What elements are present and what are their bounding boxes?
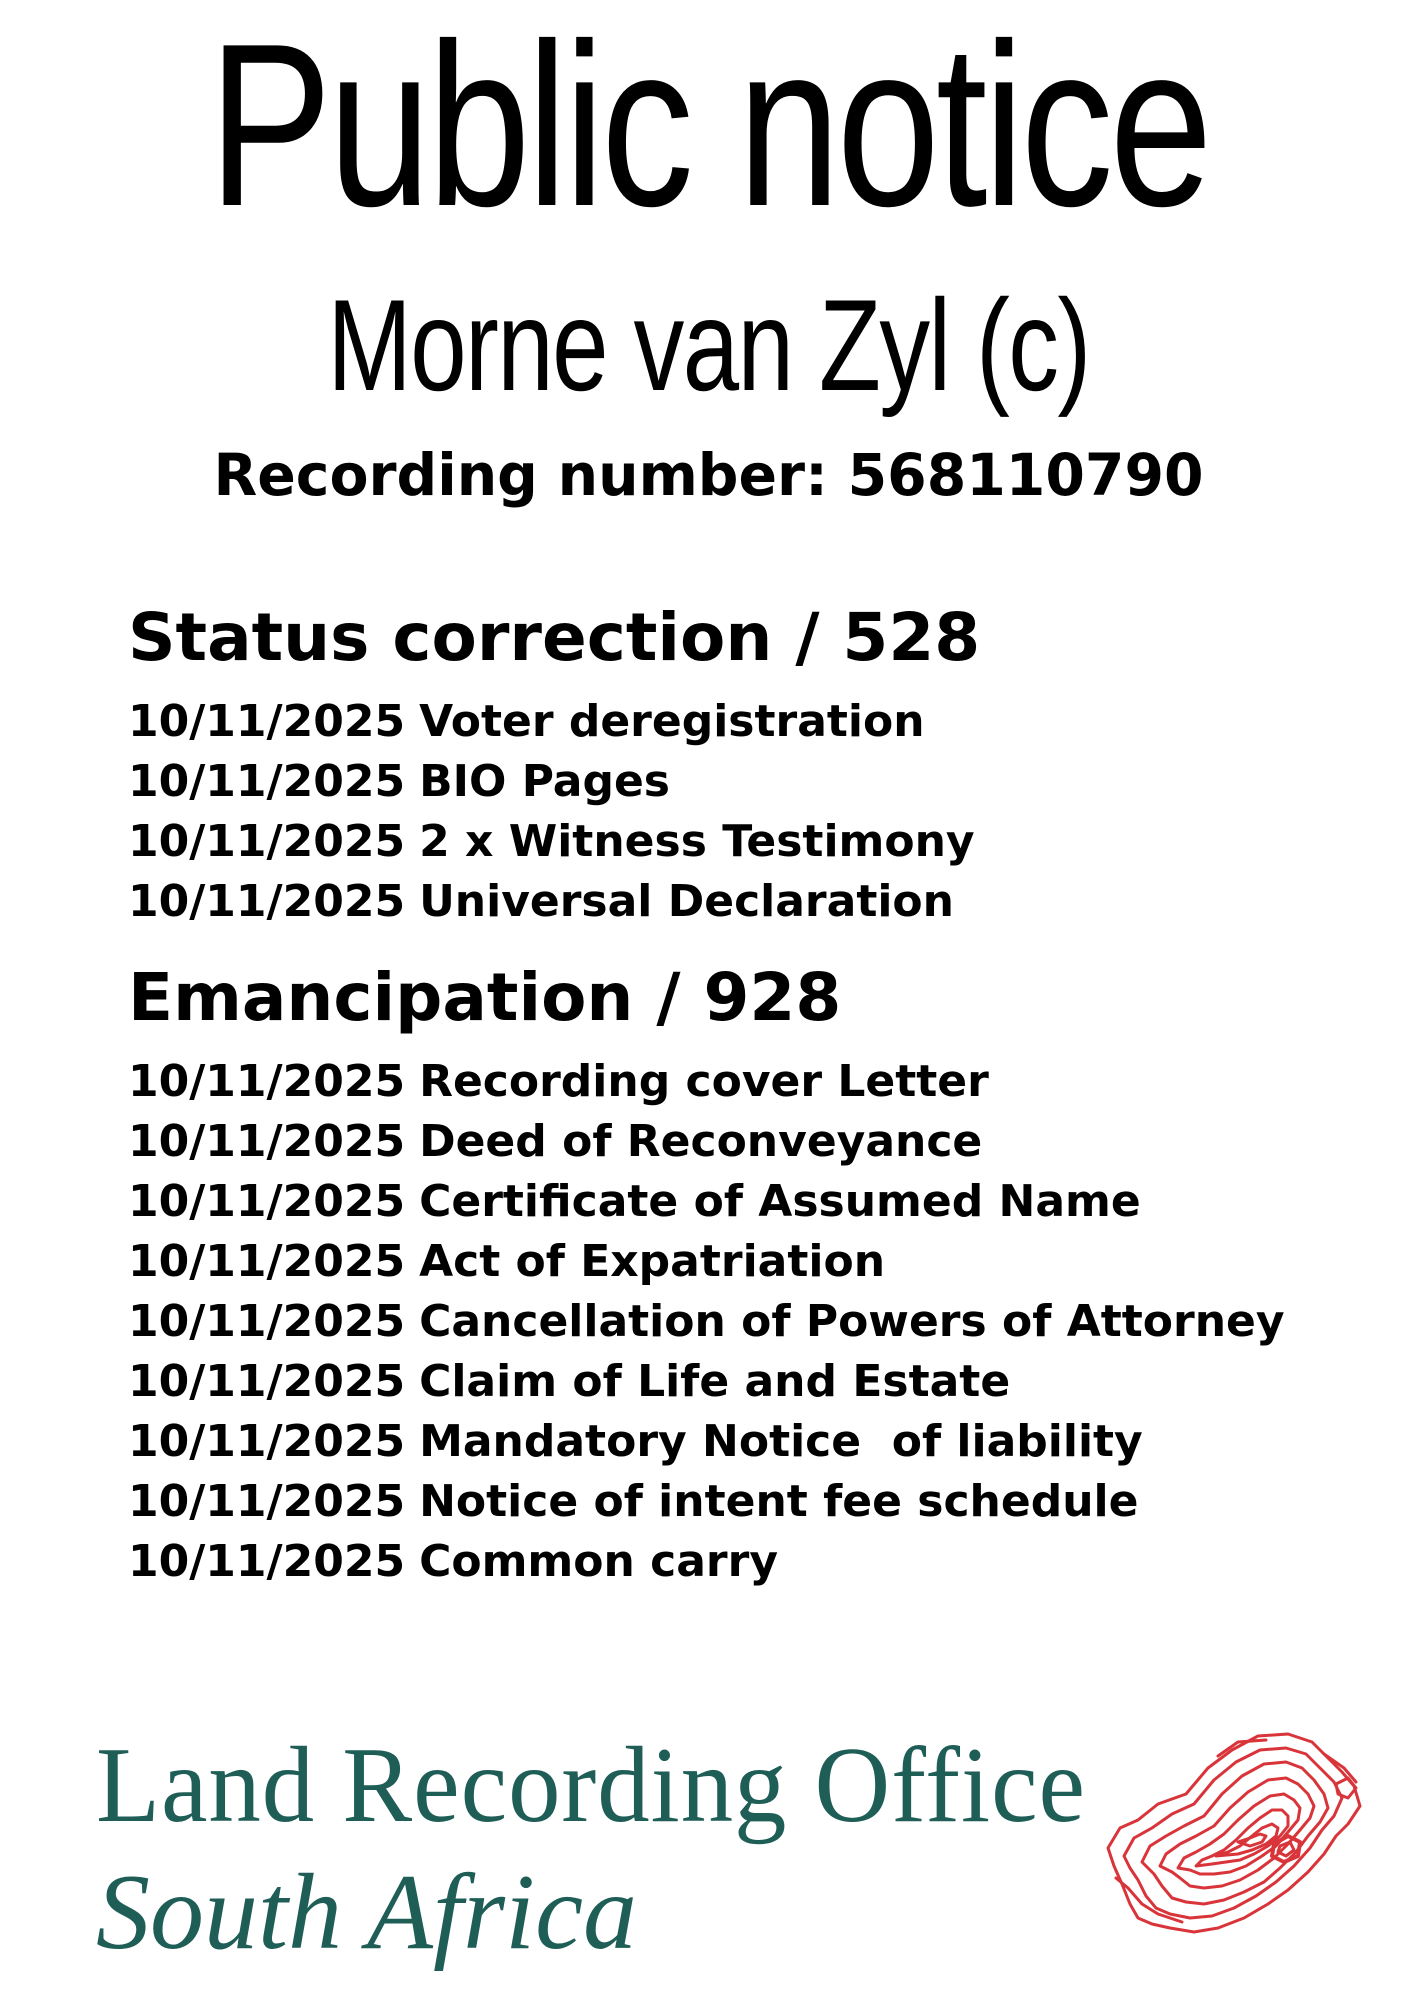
item-label: Claim of Life and Estate [419,1356,1011,1407]
list-item [128,812,1358,872]
office-logo-text [96,1726,1117,1976]
document-list [128,1052,1358,1592]
list-item [128,1472,1358,1532]
list-item [128,1292,1358,1352]
item-label: Certificate of Assumed Name [419,1176,1141,1227]
item-label: 2 x Witness Testimony [419,816,975,867]
item-label: Common carry [419,1536,779,1587]
item-date: 10/11/2025 [128,816,406,867]
south-africa-fingerprint-map-icon [1098,1728,1368,1938]
item-date: 10/11/2025 [128,1476,406,1527]
item-label: Mandatory Notice of liability [419,1416,1143,1467]
office-name: Land Recording Office [96,1726,1087,1845]
list-item [128,1112,1358,1172]
section-heading: Status correction / 528 [128,599,981,676]
list-item [128,1052,1358,1112]
item-label: Notice of intent fee schedule [419,1476,1139,1527]
item-label: Cancellation of Powers of Attorney [419,1296,1285,1347]
item-label: Act of Expatriation [419,1236,886,1287]
emancipation-section [128,958,1358,1592]
list-item [128,692,1358,752]
list-item [128,1532,1358,1592]
status-correction-section [128,598,1358,932]
item-label: Deed of Reconveyance [419,1116,983,1167]
section-heading: Emancipation / 928 [128,959,842,1036]
item-date: 10/11/2025 [128,1296,406,1347]
item-label: BIO Pages [419,756,670,807]
item-date: 10/11/2025 [128,1056,406,1107]
list-item [128,872,1358,932]
item-date: 10/11/2025 [128,876,406,927]
notice-title: Public notice [208,0,1209,255]
item-date: 10/11/2025 [128,1356,406,1407]
list-item [128,752,1358,812]
list-item [128,1232,1358,1292]
office-country: South Africa [96,1853,638,1972]
item-label: Recording cover Letter [419,1056,989,1107]
item-label: Voter deregistration [419,696,925,747]
document-list [128,692,1358,932]
item-date: 10/11/2025 [128,1236,406,1287]
list-item [128,1172,1358,1232]
item-date: 10/11/2025 [128,1416,406,1467]
list-item [128,1352,1358,1412]
list-item [128,1412,1358,1472]
item-date: 10/11/2025 [128,1176,406,1227]
item-date: 10/11/2025 [128,1116,406,1167]
recording-number: Recording number: 568110790 [213,441,1204,509]
item-date: 10/11/2025 [128,1536,406,1587]
notice-person-name: Morne van Zyl (c) [327,272,1090,418]
item-date: 10/11/2025 [128,696,406,747]
item-date: 10/11/2025 [128,756,406,807]
item-label: Universal Declaration [419,876,954,927]
